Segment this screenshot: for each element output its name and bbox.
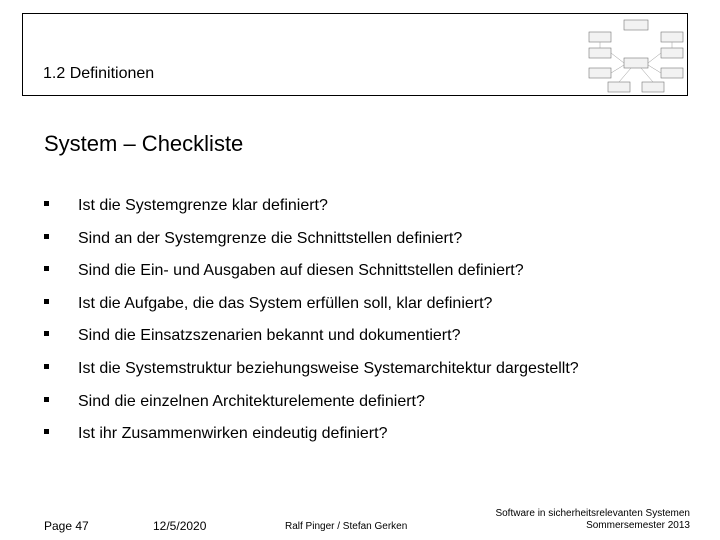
footer-authors: Ralf Pinger / Stefan Gerken [285, 521, 408, 532]
list-item-text: Sind die einzelnen Architekturelemente definiert? [78, 392, 425, 410]
list-item-text: Ist ihr Zusammenwirken eindeutig definiert? [78, 425, 388, 443]
list-item-text: Ist die Aufgabe, die das System erfüllen soll, klar definiert? [78, 294, 493, 312]
footer-page-number: Page 47 [44, 519, 89, 533]
process-diagram-thumbnail [586, 18, 686, 94]
list-item-text: Ist die Systemgrenze klar definiert? [78, 197, 328, 214]
square-bullet-icon [44, 364, 49, 369]
list-item-text: Ist die Systemstruktur beziehungsweise Systemarchitektur dargestellt? [78, 359, 579, 377]
list-item-text: Sind die Ein- und Ausgaben auf diesen Schnittstellen definiert? [78, 262, 524, 280]
list-item-text: Sind die Einsatzszenarien bekannt und dokumentiert? [78, 327, 461, 345]
header-title: 1.2 Definitionen [43, 65, 155, 82]
footer-course-semester: Sommersemester 2013 [586, 520, 690, 531]
square-bullet-icon [44, 397, 49, 402]
square-bullet-icon [44, 429, 49, 434]
footer-course-title: Software in sicherheitsrelevanten Systemen [495, 508, 690, 519]
square-bullet-icon [44, 234, 49, 239]
square-bullet-icon [44, 331, 49, 336]
square-bullet-icon [44, 266, 49, 271]
footer-date: 12/5/2020 [153, 519, 207, 533]
square-bullet-icon [44, 299, 49, 304]
header-box [22, 13, 688, 96]
section-title: System – Checkliste [44, 131, 244, 156]
list-item-text: Sind an der Systemgrenze die Schnittstellen definiert? [78, 229, 463, 247]
footer-course [495, 508, 690, 532]
square-bullet-icon [44, 201, 49, 206]
